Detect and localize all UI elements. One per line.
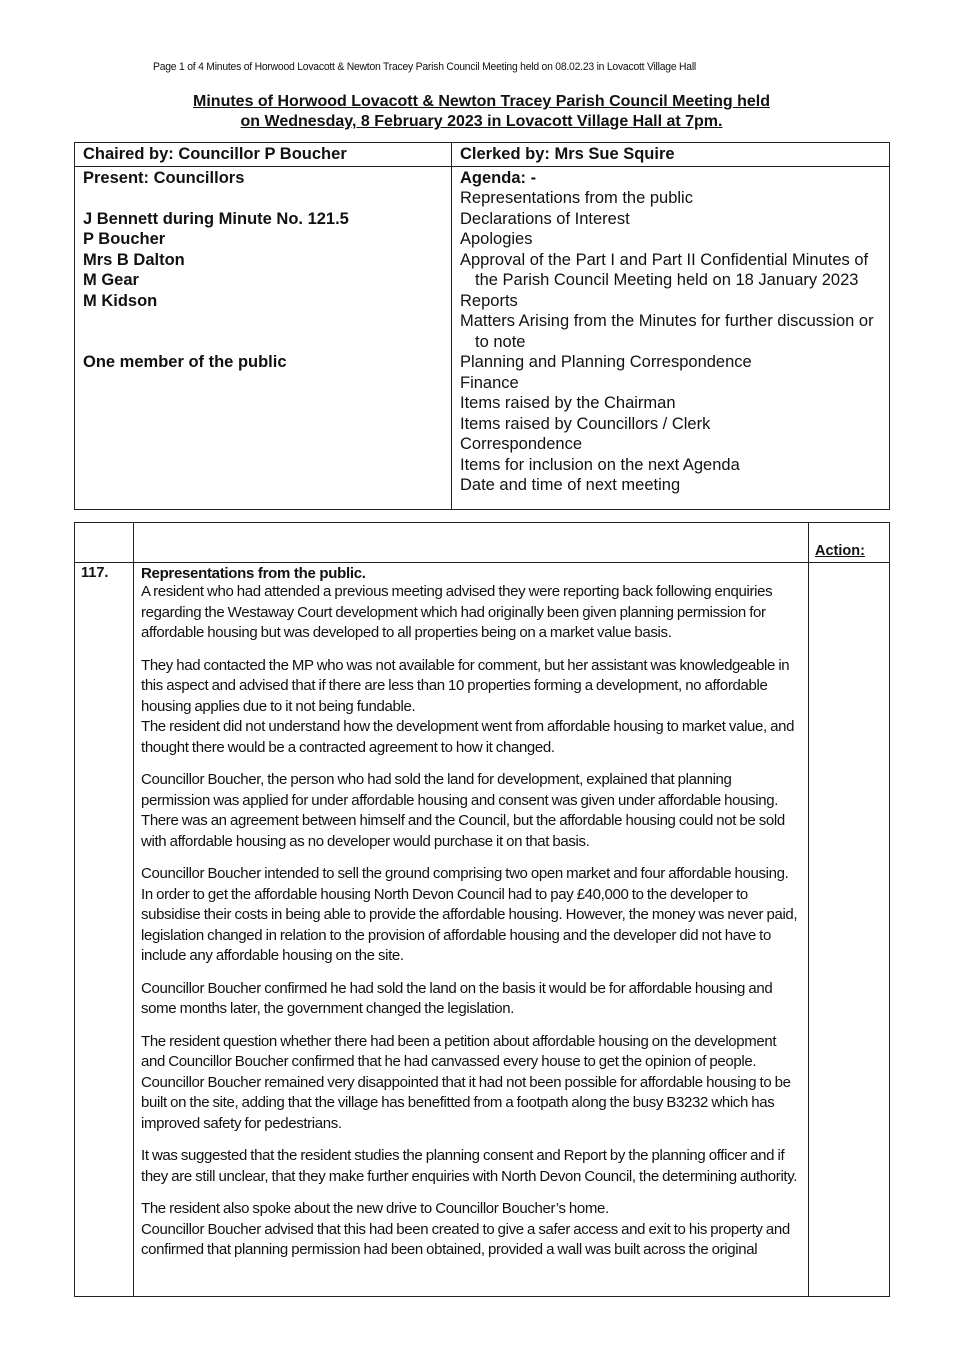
title-line-1: Minutes of Horwood Lovacott & Newton Tracey Parish Council Meeting held [193, 93, 770, 110]
agenda-item: Apologies [460, 230, 533, 248]
present-cell [75, 166, 452, 509]
minute-paragraph: A resident who had attended a previous meeting advised they were reporting back following enquiries regarding the Westaway Court development which had originally been given planning permission for affordable housing but was developed to all properties being on a market value basis. [141, 583, 773, 641]
minute-paragraph: Councillor Boucher advised that this had been created to give a safer access and exit to his property and confirmed that planning permission had been obtained, provided a wall was built across the original [141, 1220, 790, 1258]
minute-paragraph: Councillor Boucher, the person who had sold the land for development, explained that planning permission was applied for under affordable housing and consent was given under affordable housing. There was an agreement between himself and the Council, but the affordable housing could not be sold with affordable housing as no developer would purchase it on that basis. [141, 771, 785, 850]
agenda-item: Items for inclusion on the next Agenda [460, 455, 740, 474]
minute-body [134, 563, 809, 1297]
councillor-item: P Boucher [83, 230, 166, 248]
agenda-cell [452, 166, 890, 509]
document-title [0, 92, 963, 132]
agenda-item: Representations from the public [460, 189, 693, 207]
councillor-item: J Bennett during Minute No. 121.5 [83, 209, 349, 228]
agenda-item: Correspondence [460, 435, 582, 453]
minute-number-header [75, 523, 134, 563]
minute-title: Representations from the public. [141, 565, 366, 582]
public-attendance: One member of the public [83, 353, 287, 371]
minute-paragraph: The resident did not understand how the development went from affordable housing to market value, and thought there would be a contracted agreement to how it changed. [141, 718, 795, 756]
minute-paragraph: The resident question whether there had been a petition about affordable housing on the development and Councillor Boucher confirmed that he had canvassed every house to get the opinion of people. [141, 1032, 777, 1070]
minute-paragraph: Councillor Boucher confirmed he had sold the land on the basis it would be for affordable housing and some months later, the government changed the legislation. [141, 979, 773, 1017]
minutes-table [74, 522, 890, 1297]
minute-paragraph: The resident also spoke about the new drive to Councillor Boucher’s home. [141, 1200, 609, 1217]
chaired-by: Chaired by: Councillor P Boucher [75, 143, 452, 167]
minute-paragraph: Councillor Boucher intended to sell the ground comprising two open market and four affordable housing. In order to get the affordable housing North Devon Council had to pay £40,000 to the developer to subsidise their costs in being able to provide the affordable housing. However, the money was never paid, legislation changed in relation to the provision of affordable housing and the developer did not have to include any affordable housing on the site. [141, 865, 798, 964]
clerked-by: Clerked by: Mrs Sue Squire [452, 143, 890, 167]
councillor-item: M Kidson [83, 291, 158, 310]
title-line-2: on Wednesday, 8 February 2023 in Lovacott Village Hall at 7pm. [240, 113, 723, 130]
minute-number: 117. [75, 563, 134, 1297]
minute-body-header [134, 523, 809, 563]
agenda-item: Matters Arising from the Minutes for further discussion or to note [460, 312, 874, 351]
agenda-item: Finance [460, 373, 519, 392]
minute-paragraph: Councillor Boucher remained very disappointed that it had not been possible for affordable housing to be built on the site, adding that the village has benefitted from a footpath along the busy B3232 which has improved safety for pedestrians. [141, 1073, 791, 1132]
meeting-details-table [74, 142, 890, 510]
agenda-item: Items raised by Councillors / Clerk [460, 414, 711, 433]
present-label: Present: Councillors [83, 168, 245, 187]
agenda-item: Date and time of next meeting [460, 476, 681, 494]
agenda-label: Agenda: - [460, 168, 537, 187]
councillor-item: Mrs B Dalton [83, 250, 185, 269]
agenda-item: Items raised by the Chairman [460, 394, 676, 412]
page-header: Page 1 of 4 Minutes of Horwood Lovacott & Newton Tracey Parish Council Meeting held on 08.02.23 in Lovacott Village Hall [153, 61, 697, 73]
action-header [809, 523, 890, 563]
action-cell [809, 563, 890, 1297]
councillor-item: M Gear [83, 271, 139, 289]
action-label: Action: [815, 543, 865, 559]
agenda-item: Declarations of Interest [460, 209, 630, 228]
agenda-item: Planning and Planning Correspondence [460, 353, 752, 371]
minute-paragraph: They had contacted the MP who was not available for comment, but her assistant was knowledgeable in this aspect and advised that if there are less than 10 properties forming a development, no affordable housing applies due to it not being fundable. [141, 656, 790, 715]
minute-paragraph: It was suggested that the resident studies the planning consent and Report by the planning officer and if they are still unclear, that they make further enquiries with North Devon Council, the determining authority. [141, 1147, 798, 1185]
agenda-item: Reports [460, 291, 518, 310]
agenda-item: Approval of the Part I and Part II Confidential Minutes of the Parish Council Meeting held on 18 January 2023 [460, 250, 869, 289]
